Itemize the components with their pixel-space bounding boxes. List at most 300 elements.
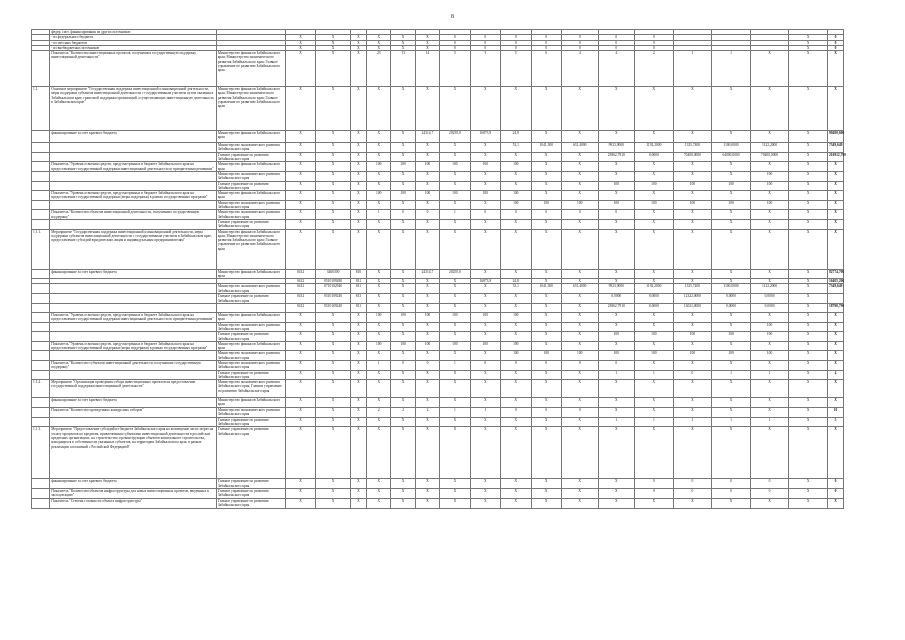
value-cell: X — [501, 398, 531, 408]
value-cell: 0,0000 — [635, 304, 674, 313]
value-cell: 1 — [470, 408, 500, 418]
value-cell: 2 — [391, 408, 415, 418]
value-cell: X — [598, 162, 635, 172]
value-cell: X — [531, 332, 561, 342]
value-cell: X — [391, 35, 415, 40]
value-cell: 1 — [367, 360, 391, 370]
value-cell: 6 — [531, 51, 561, 87]
value-cell: X — [415, 40, 439, 45]
value-cell: 9923,9000 — [598, 143, 635, 153]
row-name: Показатель "Количество объектов инфраструктуры для новых инвестиционных проектов, введенных в эксплуатацию" — [50, 488, 217, 498]
value-cell: X — [367, 229, 391, 269]
value-cell: X — [316, 488, 351, 498]
value-cell: 100 — [561, 200, 598, 210]
value-cell: X — [598, 229, 635, 269]
value-cell: X — [470, 488, 500, 498]
value-cell: 53,1 — [501, 143, 531, 153]
table-row — [32, 417, 879, 427]
value-cell: X — [350, 417, 366, 427]
value-cell: X — [470, 229, 500, 269]
value-cell: X — [561, 304, 598, 313]
value-cell: X — [285, 143, 315, 153]
value-cell: X — [440, 417, 470, 427]
value-cell: X — [635, 87, 674, 131]
value-cell: 1 — [367, 210, 391, 220]
value-cell: X — [789, 131, 828, 143]
value-cell: X — [440, 304, 470, 313]
row-number — [32, 200, 50, 210]
row-executor: Главное управление по развитию Забайкальского края — [216, 332, 285, 342]
value-cell: X — [391, 498, 415, 508]
value-cell: X — [316, 87, 351, 131]
value-cell: X — [501, 332, 531, 342]
value-cell: X — [531, 488, 561, 498]
value-cell: X — [391, 200, 415, 210]
value-cell: X — [440, 143, 470, 153]
value-cell: X — [350, 35, 366, 40]
value-cell: X — [367, 304, 391, 313]
value-cell: X — [531, 87, 561, 131]
value-cell: 1 — [712, 370, 751, 380]
value-cell: X — [531, 313, 561, 323]
value-cell: X — [350, 152, 366, 162]
value-cell: X — [673, 279, 712, 284]
row-name — [50, 417, 217, 427]
value-cell: X — [827, 87, 843, 131]
value-cell: X — [316, 143, 351, 153]
value-cell: X — [750, 498, 789, 508]
value-cell: X — [391, 417, 415, 427]
value-cell: X — [391, 269, 415, 279]
row-name: финансирование за счет краевого бюджета — [50, 398, 217, 408]
value-cell: X — [391, 284, 415, 294]
value-cell: X — [350, 332, 366, 342]
table-row — [32, 341, 879, 351]
row-number — [32, 488, 50, 498]
value-cell: 1 — [750, 370, 789, 380]
value-cell: 0 — [635, 35, 674, 40]
row-name — [50, 284, 217, 294]
value-cell: 0 — [501, 408, 531, 418]
value-cell: X — [470, 152, 500, 162]
row-name — [50, 181, 217, 191]
row-number — [32, 162, 50, 172]
value-cell: X — [635, 398, 674, 408]
value-cell: X — [598, 498, 635, 508]
value-cell: X — [789, 294, 828, 304]
value-cell: X — [285, 408, 315, 418]
table-row — [32, 269, 879, 279]
value-cell: X — [415, 370, 439, 380]
value-cell: 0 — [635, 488, 674, 498]
value-cell: X — [531, 152, 561, 162]
table-row — [32, 229, 879, 269]
row-executor: Главное управление по развитию Забайкальского края — [216, 417, 285, 427]
value-cell: 1 — [712, 417, 751, 427]
value-cell: 100 — [415, 313, 439, 323]
value-cell: 1335,7400 — [673, 143, 712, 153]
value-cell: X — [415, 322, 439, 332]
row-name: Показатель "Уровень освоения средств, предусмотренных в бюджете Забайкальского края на предоставление государственной поддержки инвестиционной деятельности по приоритетным решениям" — [50, 313, 217, 323]
value-cell: X — [440, 370, 470, 380]
value-cell: X — [316, 35, 351, 40]
value-cell: X — [316, 210, 351, 220]
value-cell: 70400,0000 — [673, 152, 712, 162]
value-cell: 0 — [750, 488, 789, 498]
value-cell: 14 — [415, 51, 439, 87]
value-cell: X — [285, 181, 315, 191]
value-cell: X — [712, 87, 751, 131]
value-cell: 100 — [501, 313, 531, 323]
value-cell: X — [470, 269, 500, 279]
value-cell: X — [789, 341, 828, 351]
value-cell: X — [415, 87, 439, 131]
value-cell: X — [712, 131, 751, 143]
value-cell: X — [827, 498, 843, 508]
value-cell: 23862,7910 — [598, 304, 635, 313]
value-cell: X — [316, 219, 351, 229]
value-cell: X — [673, 87, 712, 131]
value-cell: 0 — [673, 479, 712, 489]
value-cell: X — [285, 380, 315, 398]
value-cell: X — [350, 341, 366, 351]
row-name — [50, 304, 217, 313]
row-executor: Министерство экономического развития Забайкальского края; Главное управление по развитию Забайкальского края — [216, 380, 285, 398]
value-cell: X — [367, 143, 391, 153]
value-cell: X — [440, 200, 470, 210]
row-number — [32, 479, 50, 489]
row-name: Показатель "Уровень освоения средств, предусмотренных в бюджете Забайкальского края на предоставление государственной поддержки (меры поддержки) в рамках государственных программ" — [50, 341, 217, 351]
value-cell: X — [350, 143, 366, 153]
value-cell: X — [316, 380, 351, 398]
value-cell: X — [789, 152, 828, 162]
value-cell: X — [501, 304, 531, 313]
value-cell: 100 — [635, 351, 674, 361]
value-cell: 0 — [598, 45, 635, 50]
value-cell: X — [470, 171, 500, 181]
value-cell: X — [316, 152, 351, 162]
value-cell: 100 — [598, 332, 635, 342]
value-cell: X — [367, 332, 391, 342]
value-cell: X — [316, 40, 351, 45]
value-cell: 810 — [350, 269, 366, 279]
value-cell: X — [789, 171, 828, 181]
value-cell: 100 — [750, 351, 789, 361]
value-cell: X — [285, 45, 315, 50]
value-cell: X — [350, 210, 366, 220]
value-cell: X — [789, 398, 828, 408]
value-cell: X — [501, 479, 531, 489]
value-cell: X — [789, 210, 828, 220]
table-row — [32, 479, 879, 489]
value-cell: X — [635, 322, 674, 332]
value-cell: X — [789, 351, 828, 361]
value-cell: X — [561, 341, 598, 351]
row-executor: Министерство финансов Забайкальского края; Министерство экономического развития Забайкальского края; Главное управление по развитию Забайкальского края — [216, 51, 285, 87]
row-executor: Министерство финансов Забайкальского края — [216, 191, 285, 201]
value-cell: X — [391, 294, 415, 304]
value-cell: X — [316, 229, 351, 269]
value-cell: 23 — [367, 51, 391, 87]
value-cell: 0 — [712, 488, 751, 498]
value-cell: X — [440, 351, 470, 361]
value-cell: X — [391, 304, 415, 313]
value-cell: X — [598, 269, 635, 279]
row-number — [32, 131, 50, 143]
value-cell: X — [750, 313, 789, 323]
value-cell: X — [470, 200, 500, 210]
value-cell: X — [531, 219, 561, 229]
value-cell: X — [789, 51, 828, 87]
value-cell: X — [415, 304, 439, 313]
value-cell: 100 — [391, 191, 415, 201]
value-cell: X — [635, 131, 674, 143]
row-executor: Министерство финансов Забайкальского края — [216, 313, 285, 323]
value-cell: X — [285, 35, 315, 40]
value-cell: X — [415, 143, 439, 153]
value-cell: X — [285, 210, 315, 220]
value-cell: 1041,300 — [531, 143, 561, 153]
value-cell: X — [350, 322, 366, 332]
value-cell: X — [673, 380, 712, 398]
value-cell: X — [350, 408, 366, 418]
value-cell: X — [789, 45, 828, 50]
value-cell: 0 — [827, 35, 843, 40]
value-cell: X — [598, 279, 635, 284]
page-number: 8 — [451, 14, 454, 20]
value-cell: X — [285, 191, 315, 201]
row-executor: Министерство экономического развития Забайкальского края — [216, 284, 285, 294]
value-cell: 100 — [470, 162, 500, 172]
value-cell: X — [598, 488, 635, 498]
value-cell: 0510109280 — [316, 279, 351, 284]
row-name — [50, 351, 217, 361]
value-cell: X — [415, 219, 439, 229]
value-cell: X — [501, 417, 531, 427]
table-row — [32, 152, 879, 162]
value-cell: X — [350, 45, 366, 50]
value-cell: X — [316, 351, 351, 361]
value-cell: X — [470, 87, 500, 131]
value-cell: X — [635, 313, 674, 323]
value-cell: X — [316, 322, 351, 332]
value-cell: X — [598, 408, 635, 418]
row-executor: Главное управление по развитию Забайкальского края — [216, 294, 285, 304]
value-cell: X — [598, 131, 635, 143]
value-cell: X — [350, 479, 366, 489]
value-cell: X — [470, 370, 500, 380]
value-cell: X — [827, 229, 843, 269]
value-cell: X — [316, 313, 351, 323]
program-table — [31, 29, 879, 509]
value-cell: X — [712, 171, 751, 181]
value-cell: 100 — [750, 322, 789, 332]
value-cell: X — [470, 322, 500, 332]
value-cell: X — [789, 360, 828, 370]
value-cell: X — [350, 351, 366, 361]
row-name: Показатель "Количество проведенных конкурсных отборов" — [50, 408, 217, 418]
value-cell: X — [712, 408, 751, 418]
value-cell: X — [470, 351, 500, 361]
value-cell: X — [415, 171, 439, 181]
value-cell: X — [789, 370, 828, 380]
value-cell: X — [789, 284, 828, 294]
value-cell: 0 — [501, 210, 531, 220]
value-cell: 0 — [415, 210, 439, 220]
value-cell: 100 — [598, 351, 635, 361]
value-cell: 0 — [635, 40, 674, 45]
row-executor: Министерство финансов Забайкальского края — [216, 269, 285, 279]
row-executor: Главное управление по развитию Забайкальского края — [216, 488, 285, 498]
value-cell: 100 — [712, 332, 751, 342]
value-cell: 100 — [367, 341, 391, 351]
value-cell: X — [316, 181, 351, 191]
value-cell: X — [440, 87, 470, 131]
value-cell: X — [501, 322, 531, 332]
value-cell: X — [285, 488, 315, 498]
value-cell: 100 — [750, 181, 789, 191]
value-cell: 811 — [350, 279, 366, 284]
value-cell: X — [316, 45, 351, 50]
value-cell: 100 — [531, 351, 561, 361]
value-cell: 100 — [391, 341, 415, 351]
value-cell: X — [531, 479, 561, 489]
value-cell: X — [827, 191, 843, 201]
value-cell: 1 — [712, 51, 751, 87]
value-cell: X — [827, 341, 843, 351]
value-cell: 631,4000 — [561, 284, 598, 294]
value-cell: X — [561, 191, 598, 201]
value-cell: X — [391, 398, 415, 408]
value-cell: 100 — [635, 181, 674, 191]
value-cell: X — [285, 51, 315, 87]
row-executor: Министерство экономического развития Забайкальского края — [216, 171, 285, 181]
value-cell: 0510109240 — [316, 294, 351, 304]
value-cell: X — [285, 341, 315, 351]
value-cell: 100 — [440, 162, 470, 172]
value-cell: X — [440, 152, 470, 162]
value-cell: 100 — [391, 162, 415, 172]
value-cell: X — [415, 417, 439, 427]
value-cell: X — [712, 498, 751, 508]
value-cell: X — [285, 313, 315, 323]
value-cell: X — [750, 162, 789, 172]
value-cell: X — [789, 35, 828, 40]
value-cell: X — [285, 332, 315, 342]
value-cell: X — [470, 380, 500, 398]
value-cell: 0 — [673, 488, 712, 498]
value-cell: X — [789, 498, 828, 508]
value-cell: X — [531, 370, 561, 380]
row-executor: Министерство финансов Забайкальского края; Министерство экономического развития Забайкальского края; Главное управление по развитию Забайкальского края — [216, 229, 285, 269]
value-cell: X — [415, 332, 439, 342]
table-row — [32, 370, 879, 380]
value-cell: X — [501, 171, 531, 181]
row-number — [32, 498, 50, 508]
value-cell: X — [391, 229, 415, 269]
value-cell: 12322,0000 — [673, 294, 712, 304]
value-cell: X — [750, 51, 789, 87]
value-cell: X — [415, 479, 439, 489]
row-name: Показатель "Уровень освоения средств, предусмотренных в бюджете Забайкальского края на предоставление государственной поддержки (меры поддержки) в рамках государственных программ" — [50, 191, 217, 201]
value-cell: 0 — [440, 45, 470, 50]
value-cell: 0 — [561, 408, 598, 418]
value-cell: 0 — [598, 35, 635, 40]
value-cell: X — [470, 294, 500, 304]
row-executor: Министерство экономического развития Забайкальского края — [216, 143, 285, 153]
value-cell: X — [561, 479, 598, 489]
value-cell: X — [350, 360, 366, 370]
value-cell: X — [316, 498, 351, 508]
value-cell: 0 — [598, 40, 635, 45]
value-cell: 2 — [635, 51, 674, 87]
value-cell: X — [561, 332, 598, 342]
value-cell: X — [712, 341, 751, 351]
value-cell: X — [285, 417, 315, 427]
value-cell: X — [285, 351, 315, 361]
value-cell: X — [531, 279, 561, 284]
value-cell: X — [673, 229, 712, 269]
row-name: Показатель "Степень готовности объекта инфраструктуры" — [50, 498, 217, 508]
row-number — [32, 408, 50, 418]
value-cell: X — [316, 408, 351, 418]
value-cell: 100 — [673, 351, 712, 361]
value-cell: 0 — [561, 45, 598, 50]
value-cell: 100 — [440, 191, 470, 201]
value-cell: 0 — [531, 45, 561, 50]
value-cell: 100 — [673, 200, 712, 210]
value-cell: 100 — [367, 313, 391, 323]
value-cell: X — [789, 200, 828, 210]
value-cell: X — [673, 162, 712, 172]
value-cell: X — [561, 171, 598, 181]
row-executor: Министерство финансов Забайкальского края — [216, 341, 285, 351]
value-cell: X — [501, 181, 531, 191]
row-name — [50, 171, 217, 181]
value-cell: X — [440, 398, 470, 408]
row-number — [32, 370, 50, 380]
value-cell: 100 — [367, 191, 391, 201]
value-cell: 0 — [561, 210, 598, 220]
value-cell: X — [827, 351, 843, 361]
value-cell: X — [316, 398, 351, 408]
value-cell: 0412 — [285, 304, 315, 313]
value-cell: X — [285, 370, 315, 380]
value-cell: X — [391, 351, 415, 361]
value-cell: 0,0000 — [635, 294, 674, 304]
value-cell: X — [367, 398, 391, 408]
value-cell: X — [501, 380, 531, 398]
value-cell: X — [391, 322, 415, 332]
row-number — [32, 304, 50, 313]
value-cell: 0 — [598, 210, 635, 220]
value-cell: X — [367, 351, 391, 361]
value-cell: X — [350, 200, 366, 210]
value-cell: X — [635, 162, 674, 172]
value-cell: X — [391, 87, 415, 131]
value-cell: X — [827, 51, 843, 87]
value-cell: X — [635, 341, 674, 351]
value-cell: 24314,7 — [415, 269, 439, 279]
value-cell: X — [440, 380, 470, 398]
value-cell: X — [350, 219, 366, 229]
value-cell: X — [598, 479, 635, 489]
value-cell: 0 — [673, 370, 712, 380]
value-cell: X — [789, 479, 828, 489]
value-cell: X — [350, 171, 366, 181]
value-cell: X — [316, 370, 351, 380]
value-cell: 0 — [501, 40, 531, 45]
